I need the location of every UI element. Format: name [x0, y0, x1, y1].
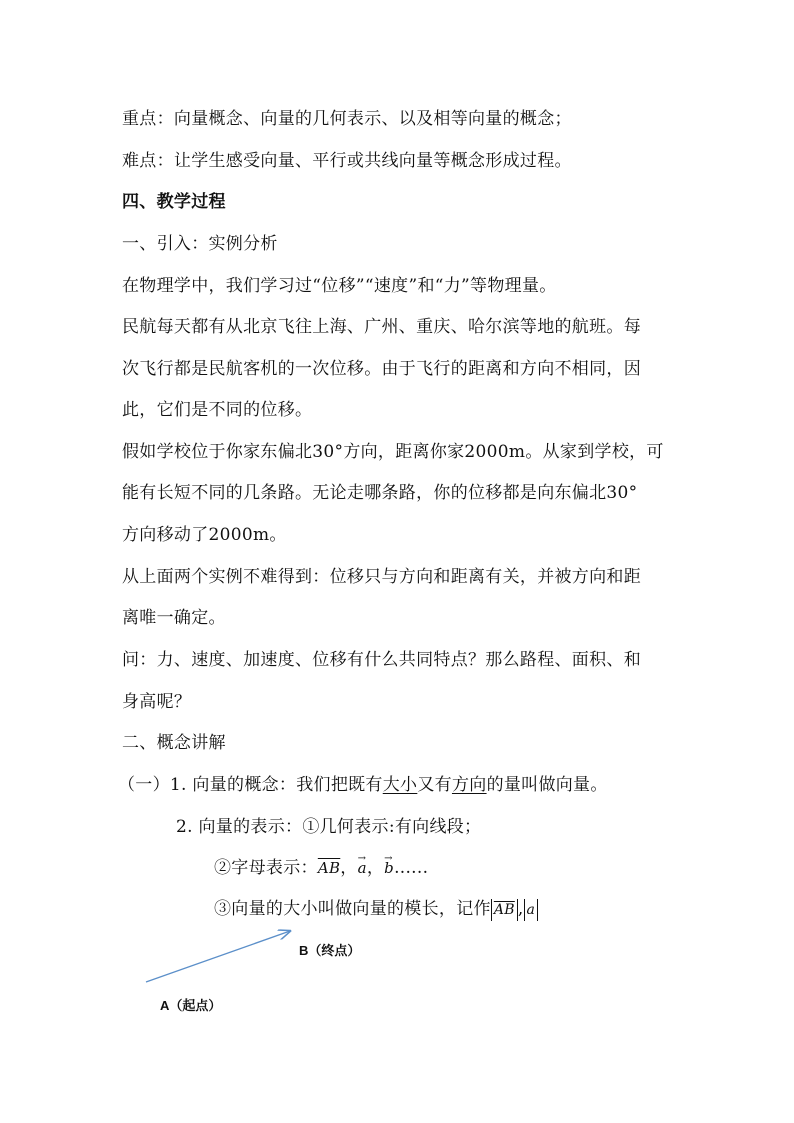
paragraph-2-line-3: 此，它们是不同的位移。	[122, 400, 313, 420]
separator: ，	[366, 858, 385, 878]
magnitude-a: a	[524, 899, 539, 921]
definition-size: 大小	[382, 775, 418, 795]
definition-prefix: （一）1. 向量的概念：我们把既有	[118, 775, 383, 795]
vector-ab: $\overline{AB}$	[317, 859, 341, 877]
magnitude-ab: $\overline{AB}$	[491, 899, 518, 921]
definition-mid: 又有	[417, 775, 452, 795]
separator: ，	[340, 858, 358, 878]
paragraph-4-line-1: 从上面两个实例不难得到：位移只与方向和距离有关，并被方向和距	[122, 567, 641, 587]
difficulties-line: 难点：让学生感受向量、平行或共线向量等概念形成过程。	[122, 151, 572, 171]
vector-b: → b	[384, 859, 394, 877]
part2-title: 二、概念讲解	[122, 733, 226, 753]
key-points-line: 重点：向量概念、向量的几何表示、以及相等向量的概念；	[122, 109, 572, 129]
section4-title: 四、教学过程	[122, 192, 226, 212]
paragraph-3-line-3: 方向移动了2000m。	[122, 525, 287, 545]
representation-title: 2. 向量的表示：①几何表示:有向线段；	[176, 817, 482, 837]
paragraph-2-line-1: 民航每天都有从北京飞往上海、广州、重庆、哈尔滨等地的航班。每	[122, 317, 641, 337]
end-point-label: B（终点）	[299, 943, 361, 958]
vector-arrow	[146, 931, 290, 982]
part1-title: 一、引入：实例分析	[122, 234, 278, 254]
magnitude-comma: ,	[517, 899, 524, 919]
magnitude-prefix: ③向量的大小叫做向量的模长，记作	[214, 899, 491, 919]
paragraph-3-line-2: 能有长短不同的几条路。无论走哪条路，你的位移都是向东偏北30°	[122, 483, 638, 503]
paragraph-4-line-2: 离唯一确定。	[122, 608, 226, 628]
paragraph-1: 在物理学中，我们学习过“位移”“速度”和“力”等物理量。	[122, 276, 557, 296]
question-line-2: 身高呢？	[122, 692, 192, 712]
question-line-1: 问：力、速度、加速度、位移有什么共同特点？那么路程、面积、和	[122, 650, 641, 670]
definition-direction: 方向	[451, 775, 487, 795]
letter-prefix: ②字母表示：	[214, 858, 318, 878]
start-point-label: A（起点）	[160, 998, 222, 1013]
ellipsis: ......	[394, 858, 429, 878]
paragraph-2-line-2: 次飞行都是民航客机的一次位移。由于飞行的距离和方向不相同，因	[122, 359, 641, 379]
vector-a: → a	[358, 859, 367, 877]
definition-suffix: 的量叫做向量。	[486, 775, 608, 795]
paragraph-3-line-1: 假如学校位于你家东偏北30°方向，距离你家2000m。从家到学校，可	[122, 442, 664, 462]
